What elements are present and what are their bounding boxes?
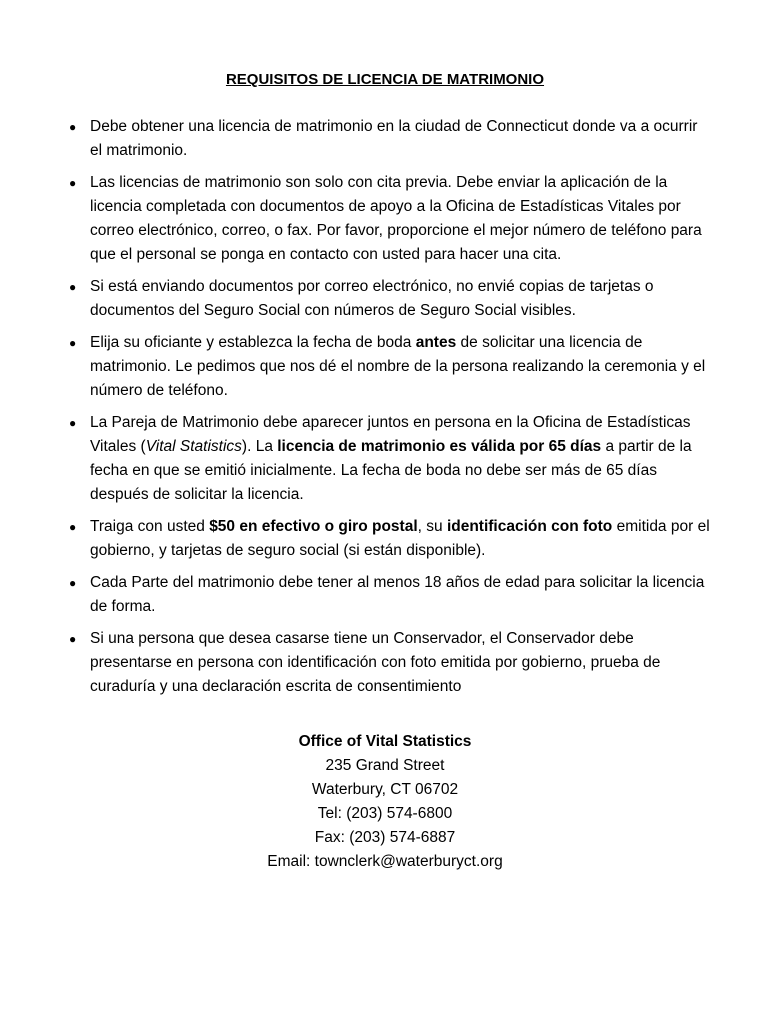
requirement-text: Si una persona que desea casarse tiene un Conservador, el Conservador debe presentarse en persona con identificación con foto emitida por gobierno, prueba de curaduría y una declaración escrita de consentimiento	[90, 630, 661, 695]
requirement-text: Elija su oficiante y establezca la fecha de boda	[90, 334, 416, 351]
requirement-item	[0, 515, 770, 563]
bullet-icon: ●	[69, 280, 77, 294]
office-city: Waterbury, CT 06702	[311, 781, 459, 798]
office-phone: Tel: (203) 574-6800	[317, 805, 453, 822]
requirement-text: Las licencias de matrimonio son solo con cita previa. Debe enviar la aplicación de la licencia completada con documentos de apoyo a la Oficina de Estadísticas Vitales por correo electrónico, correo, o fax. Por favor, proporcione el mejor número de teléfono para que el personal se ponga en contacto con usted para hacer una cita.	[90, 174, 702, 263]
requirement-text: , su	[417, 518, 447, 535]
requirement-text: emitida por el gobierno, y tarjetas de seguro social (si están disponible).	[90, 518, 710, 559]
requirement-item	[0, 171, 770, 267]
office-email: Email: townclerk@waterburyct.org	[267, 853, 503, 870]
requirement-text: Traiga con usted	[90, 518, 210, 535]
bullet-icon: ●	[69, 520, 77, 534]
requirement-text: La Pareja de Matrimonio debe aparecer juntos en persona en la Oficina de Estadísticas Vitales (	[90, 414, 691, 455]
requirement-emphasis: licencia de matrimonio es válida por 65 días	[277, 438, 602, 455]
requirement-text: Si está enviando documentos por correo electrónico, no envié copias de tarjetas o documentos del Seguro Social con números de Seguro Social visibles.	[90, 278, 654, 319]
document-title: REQUISITOS DE LICENCIA DE MATRIMONIO	[225, 71, 545, 88]
requirement-text: a partir de la fecha en que se emitió inicialmente. La fecha de boda no debe ser más de 65 días después de solicitar la licencia.	[90, 438, 692, 503]
bullet-icon: ●	[69, 336, 77, 350]
bullet-icon: ●	[69, 176, 77, 190]
bullet-icon: ●	[69, 632, 77, 646]
requirement-emphasis: identificación con foto	[446, 518, 613, 535]
requirement-text: Debe obtener una licencia de matrimonio en la ciudad de Connecticut donde va a ocurrir el matrimonio.	[90, 118, 698, 159]
bullet-icon: ●	[69, 120, 77, 134]
requirement-text: de solicitar una licencia de matrimonio. Le pedimos que nos dé el nombre de la persona realizando la ceremonia y el número de teléfono.	[90, 334, 706, 399]
requirement-italic: Vital Statistics	[145, 438, 242, 455]
requirement-item	[0, 571, 770, 619]
requirement-emphasis: $50 en efectivo o giro postal	[209, 518, 418, 535]
bullet-icon: ●	[69, 416, 77, 430]
requirement-item	[0, 331, 770, 403]
requirement-item	[0, 411, 770, 507]
requirement-item	[0, 115, 770, 163]
requirement-text: ). La	[241, 438, 278, 455]
office-contact-block	[0, 730, 770, 874]
office-name: Office of Vital Statistics	[298, 733, 472, 750]
requirement-text: Cada Parte del matrimonio debe tener al menos 18 años de edad para solicitar la licencia de forma.	[90, 574, 705, 615]
office-fax: Fax: (203) 574-6887	[314, 829, 456, 846]
bullet-icon: ●	[69, 576, 77, 590]
requirement-item	[0, 627, 770, 699]
requirement-emphasis: antes	[415, 334, 457, 351]
office-street: 235 Grand Street	[325, 757, 445, 774]
requirement-item	[0, 275, 770, 323]
requirements-list	[0, 115, 770, 707]
